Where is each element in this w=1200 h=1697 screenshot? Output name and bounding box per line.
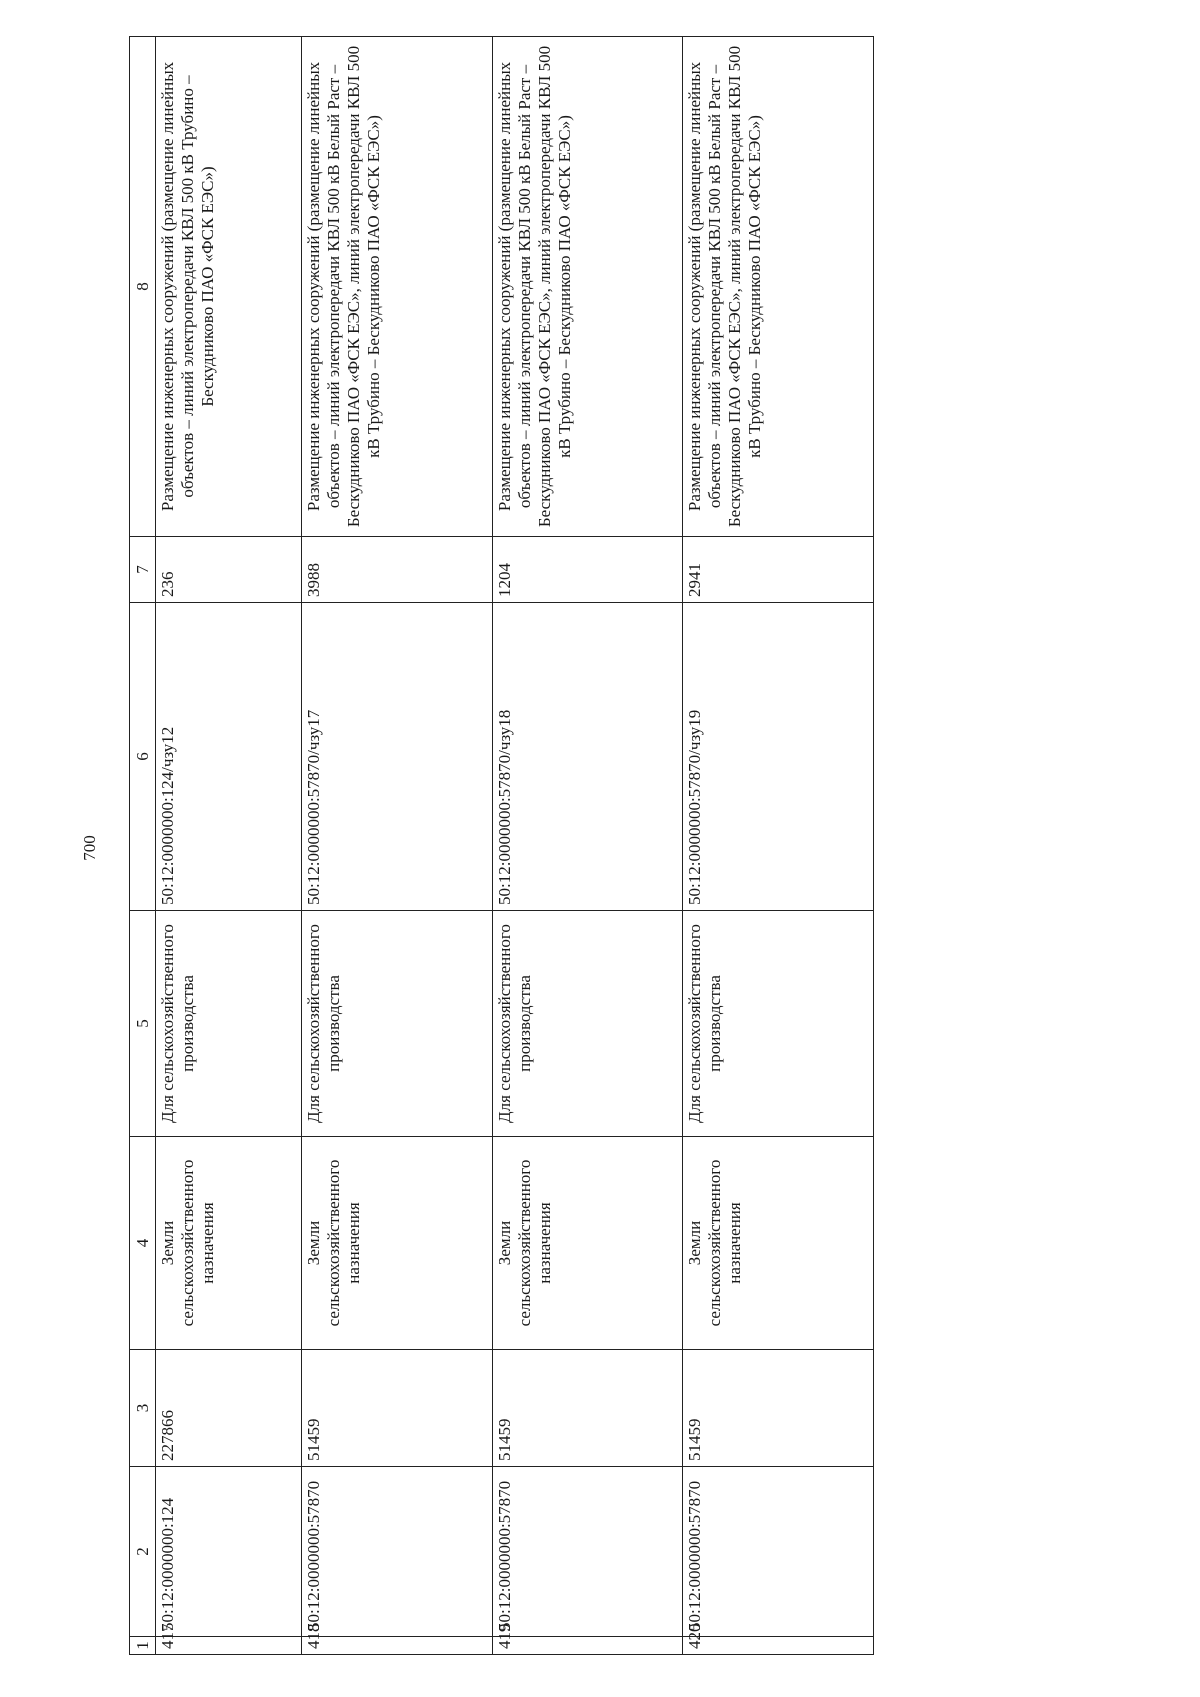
table-row xyxy=(301,37,492,1655)
purpose: Размещение инженерных сооружений (размещение линейных объектов – линий электропередачи КВЛ 500 кВ Белый Раст – Бескудниково ПАО «ФСК ЕЭС», линий электропередачи КВЛ 500 кВ Трубино – Бескудниково ПАО «ФСК ЕЭС») xyxy=(301,37,492,537)
column-header: 1 xyxy=(130,1637,156,1655)
row-number: 419 xyxy=(492,1637,683,1655)
column-header: 7 xyxy=(130,537,156,603)
purpose: Размещение инженерных сооружений (размещение линейных объектов – линий электропередачи КВЛ 500 кВ Белый Раст – Бескудниково ПАО «ФСК ЕЭС», линий электропередачи КВЛ 500 кВ Трубино – Бескудниково ПАО «ФСК ЕЭС») xyxy=(683,37,874,537)
purpose: Размещение инженерных сооружений (размещение линейных объектов – линий электропередачи КВЛ 500 кВ Трубино – Бескудниково ПАО «ФСК ЕЭС») xyxy=(156,37,302,537)
permitted-use: Для сельскохозяйственного производства xyxy=(301,911,492,1137)
parcel-area: 227866 xyxy=(156,1350,302,1467)
part-area: 2941 xyxy=(683,537,874,603)
land-category: Земли сельскохозяйственного назначения xyxy=(492,1137,683,1350)
cadastral-number: 50:12:0000000:124 xyxy=(156,1467,302,1637)
page-number: 700 xyxy=(80,835,99,861)
parcel-area: 51459 xyxy=(301,1350,492,1467)
parcel-part-number: 50:12:0000000:124/чзу12 xyxy=(156,603,302,911)
land-parcels-table xyxy=(129,36,874,1655)
row-number: 417 xyxy=(156,1637,302,1655)
column-header: 4 xyxy=(130,1137,156,1350)
column-header: 8 xyxy=(130,37,156,537)
table-row xyxy=(492,37,683,1655)
row-number: 418 xyxy=(301,1637,492,1655)
column-header: 5 xyxy=(130,911,156,1137)
land-category: Земли сельскохозяйственного назначения xyxy=(301,1137,492,1350)
column-number-row xyxy=(130,37,156,1655)
parcel-area: 51459 xyxy=(683,1350,874,1467)
parcel-part-number: 50:12:0000000:57870/чзу19 xyxy=(683,603,874,911)
parcel-area: 51459 xyxy=(492,1350,683,1467)
permitted-use: Для сельскохозяйственного производства xyxy=(683,911,874,1137)
purpose: Размещение инженерных сооружений (размещение линейных объектов – линий электропередачи КВЛ 500 кВ Белый Раст – Бескудниково ПАО «ФСК ЕЭС», линий электропередачи КВЛ 500 кВ Трубино – Бескудниково ПАО «ФСК ЕЭС») xyxy=(492,37,683,537)
cadastral-number: 50:12:0000000:57870 xyxy=(492,1467,683,1637)
column-header: 2 xyxy=(130,1467,156,1637)
land-category: Земли сельскохозяйственного назначения xyxy=(156,1137,302,1350)
permitted-use: Для сельскохозяйственного производства xyxy=(492,911,683,1137)
row-number: 420 xyxy=(683,1637,874,1655)
part-area: 3988 xyxy=(301,537,492,603)
column-header: 6 xyxy=(130,603,156,911)
parcel-part-number: 50:12:0000000:57870/чзу18 xyxy=(492,603,683,911)
permitted-use: Для сельскохозяйственного производства xyxy=(156,911,302,1137)
column-header: 3 xyxy=(130,1350,156,1467)
part-area: 1204 xyxy=(492,537,683,603)
table-row xyxy=(156,37,302,1655)
rotated-table-container xyxy=(129,37,874,1655)
land-category: Земли сельскохозяйственного назначения xyxy=(683,1137,874,1350)
table-row xyxy=(683,37,874,1655)
parcel-part-number: 50:12:0000000:57870/чзу17 xyxy=(301,603,492,911)
part-area: 236 xyxy=(156,537,302,603)
cadastral-number: 50:12:0000000:57870 xyxy=(683,1467,874,1637)
cadastral-number: 50:12:0000000:57870 xyxy=(301,1467,492,1637)
